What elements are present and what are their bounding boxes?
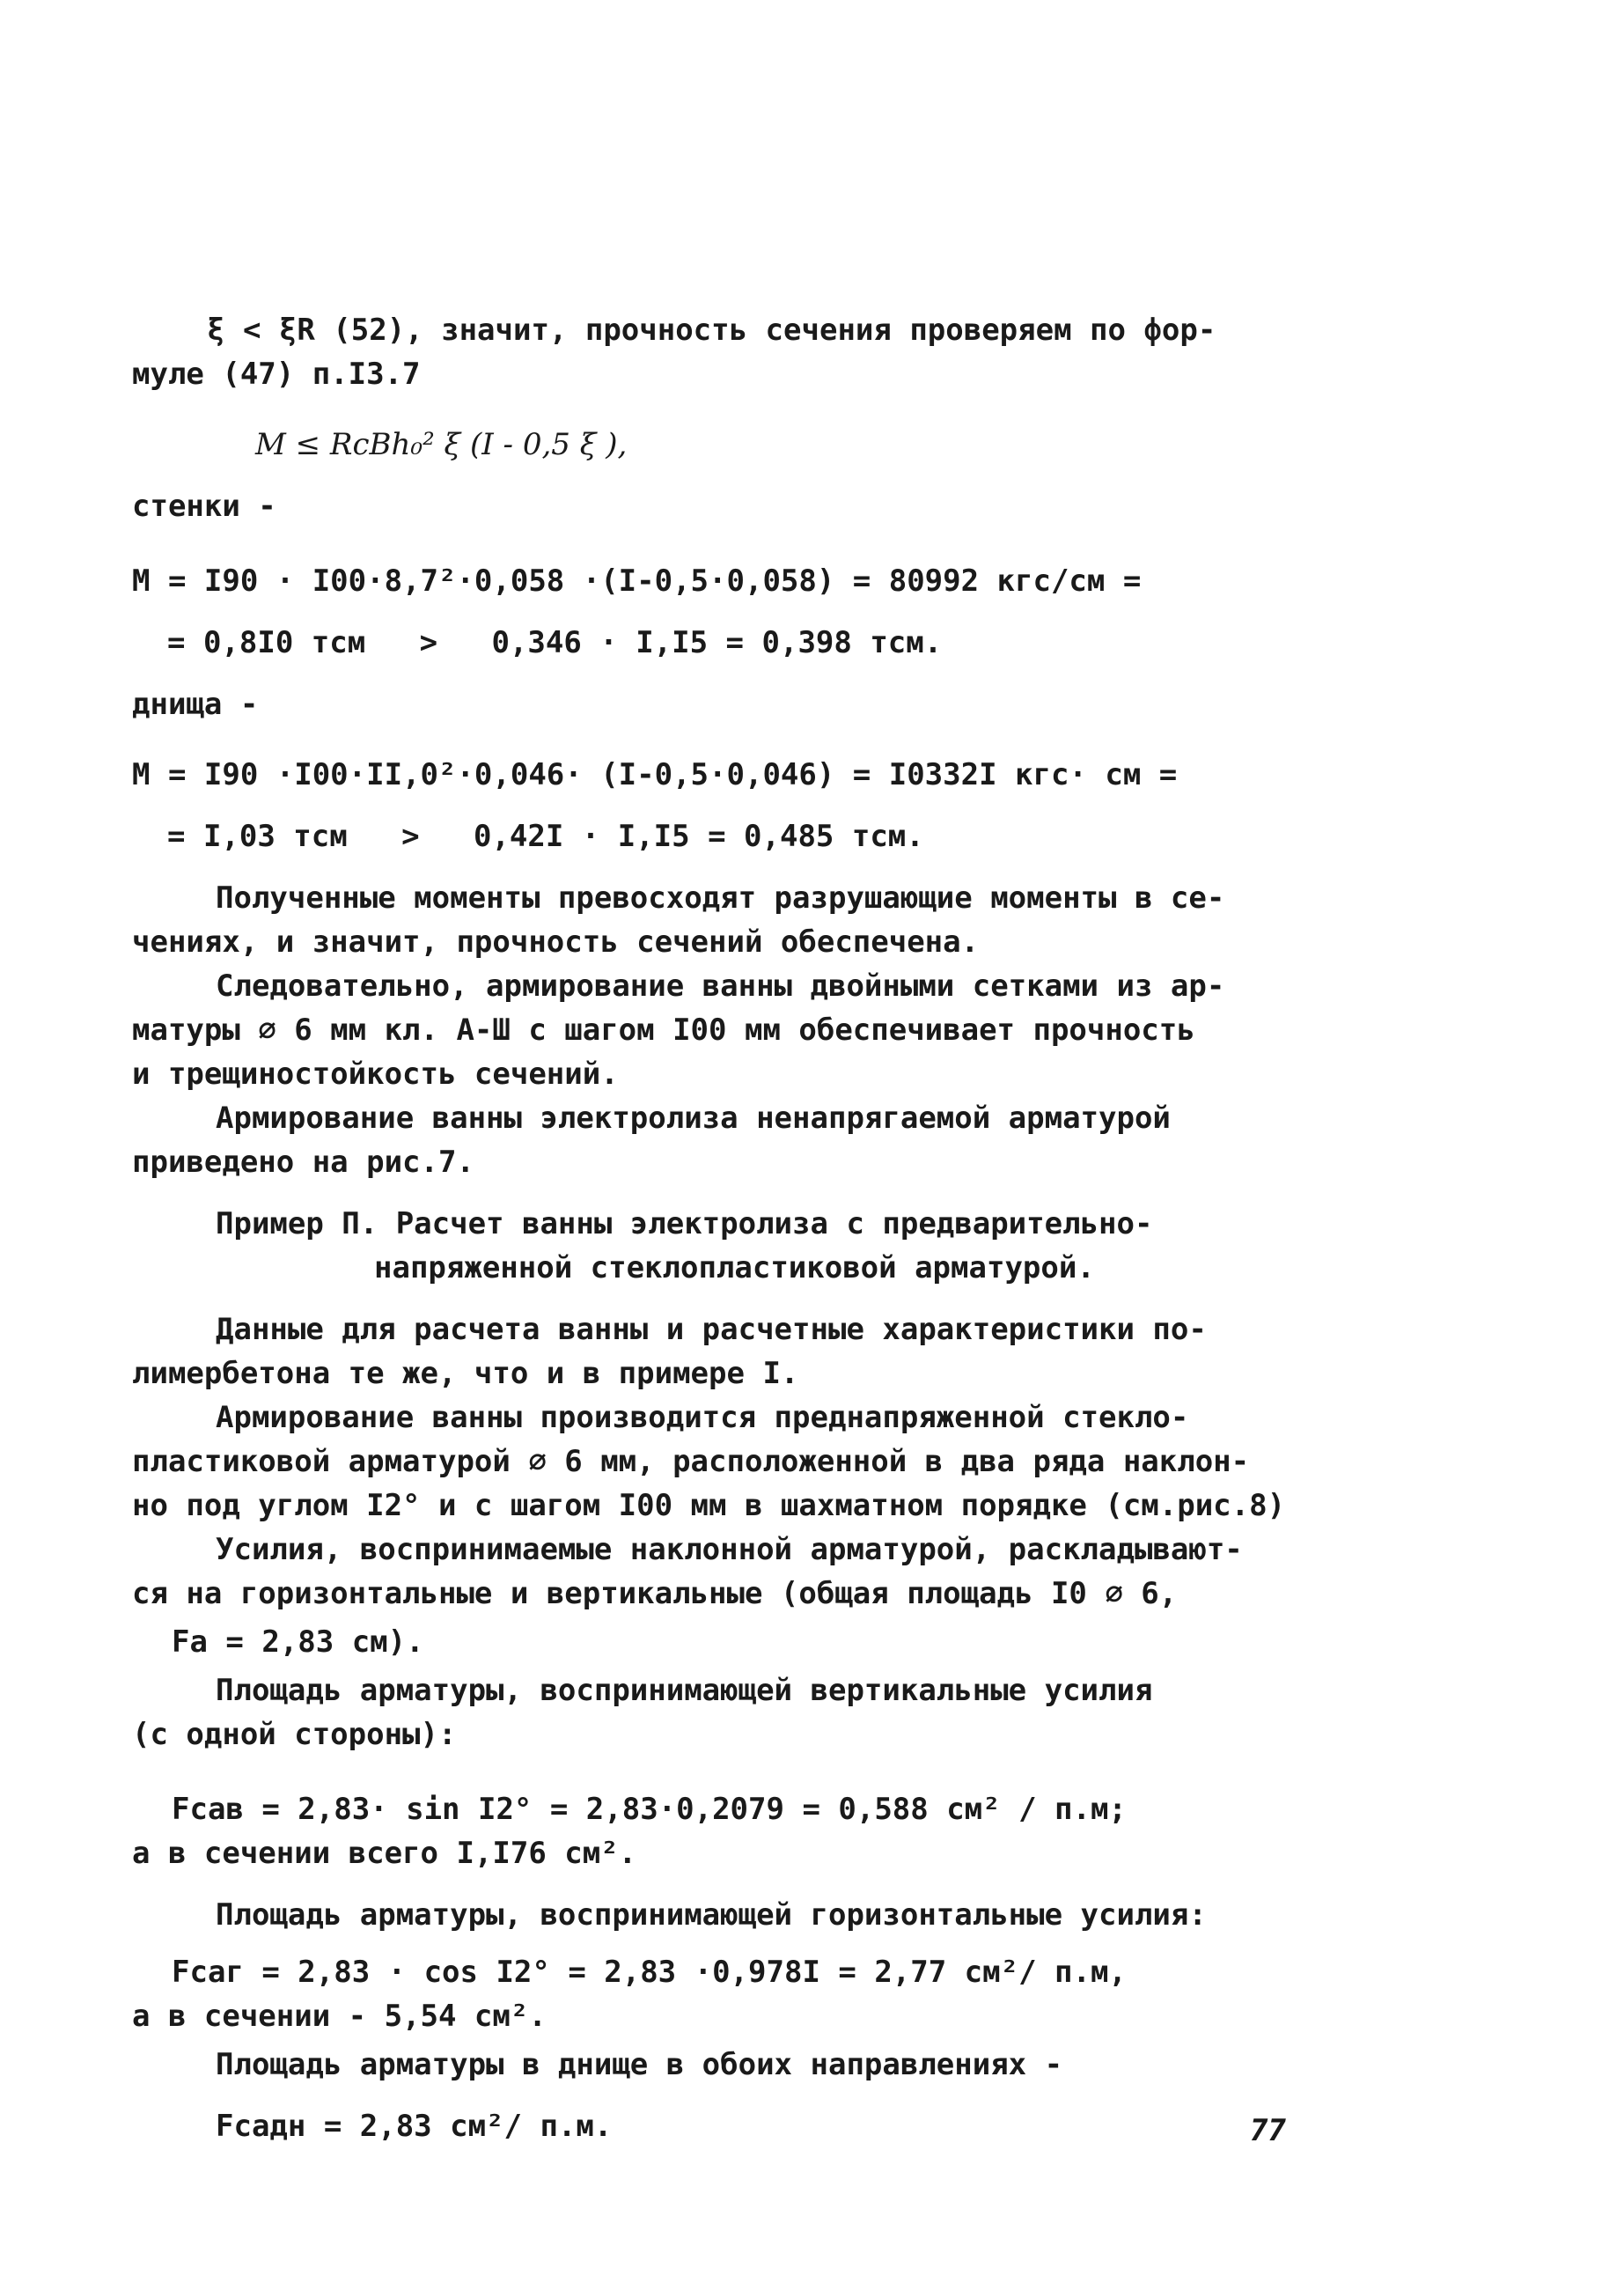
text-line: ξ < ξR (52), значит, прочность сечения проверяем по фор- <box>207 313 1216 348</box>
text-line: и трещиностойкость сечений. <box>132 1057 619 1092</box>
section-heading: Пример П. Расчет ванны электролиза с предварительно- <box>216 1206 1153 1241</box>
text-line: ся на горизонтальные и вертикальные (общая площадь I0 ∅ 6, <box>132 1576 1178 1611</box>
formula-line: M = I90 ·I00·II,0²·0,046· (I-0,5·0,046) = I0332I кгс· см = <box>132 757 1178 792</box>
formula-line: = 0,8I0 тсм > 0,346 · I,I5 = 0,398 тсм. <box>167 625 943 660</box>
text-line: матуры ∅ 6 мм кл. А-Ш с шагом I00 мм обеспечивает прочность <box>132 1013 1195 1048</box>
formula-line: M = I90 · I00·8,7²·0,058 ·(I-0,5·0,058) = 80992 кгс/см = <box>132 563 1142 599</box>
text-line: днища - <box>132 687 259 722</box>
text-line: приведено на рис.7. <box>132 1145 474 1180</box>
text-line: Следовательно, армирование ванны двойными сетками из ар- <box>216 968 1225 1004</box>
text-line: Данные для расчета ванны и расчетные характеристики по- <box>216 1312 1207 1347</box>
formula-line: Fa = 2,83 см). <box>172 1624 424 1660</box>
formula-line: M ≤ RcBh₀² ξ (I - 0,5 ξ ), <box>255 427 628 462</box>
text-line: Полученные моменты превосходят разрушающие моменты в се- <box>216 880 1225 916</box>
text-line: муле (47) п.I3.7 <box>132 357 421 392</box>
text-line: а в сечении - 5,54 см². <box>132 1999 547 2034</box>
text-line: а в сечении всего I,I76 см². <box>132 1836 637 1871</box>
text-line: но под углом I2° и с шагом I00 мм в шахматном порядке (см.рис.8) <box>132 1488 1286 1523</box>
text-line: Площадь арматуры в днище в обоих направлениях - <box>216 2047 1063 2082</box>
formula-line: Fcaдн = 2,83 см²/ п.м. <box>216 2109 613 2144</box>
text-line: чениях, и значит, прочность сечений обеспечена. <box>132 924 980 960</box>
text-line: Армирование ванны электролиза ненапрягаемой арматурой <box>216 1101 1171 1136</box>
text-line: Усилия, воспринимаемые наклонной арматурой, раскладывают- <box>216 1532 1243 1567</box>
text-line: пластиковой арматурой ∅ 6 мм, расположенной в два ряда наклон- <box>132 1444 1250 1479</box>
formula-line: Fcaв = 2,83· sin I2° = 2,83·0,2079 = 0,588 см² / п.м; <box>172 1792 1127 1827</box>
section-heading: напряженной стеклопластиковой арматурой. <box>374 1250 1095 1285</box>
formula-line: Fcaг = 2,83 · cos I2° = 2,83 ·0,978I = 2,77 см²/ п.м, <box>172 1955 1127 1990</box>
text-line: стенки - <box>132 489 276 524</box>
text-line: Армирование ванны производится преднапряженной стекло- <box>216 1400 1189 1435</box>
text-line: Площадь арматуры, воспринимающей горизонтальные усилия: <box>216 1897 1207 1933</box>
formula-line: = I,03 тсм > 0,42I · I,I5 = 0,485 тсм. <box>167 819 924 854</box>
page-number: 77 <box>1250 2113 1286 2148</box>
text-line: (с одной стороны): <box>132 1717 457 1752</box>
text-line: Площадь арматуры, воспринимающей вертикальные усилия <box>216 1673 1153 1708</box>
text-line: лимербетона те же, что и в примере I. <box>132 1356 799 1391</box>
